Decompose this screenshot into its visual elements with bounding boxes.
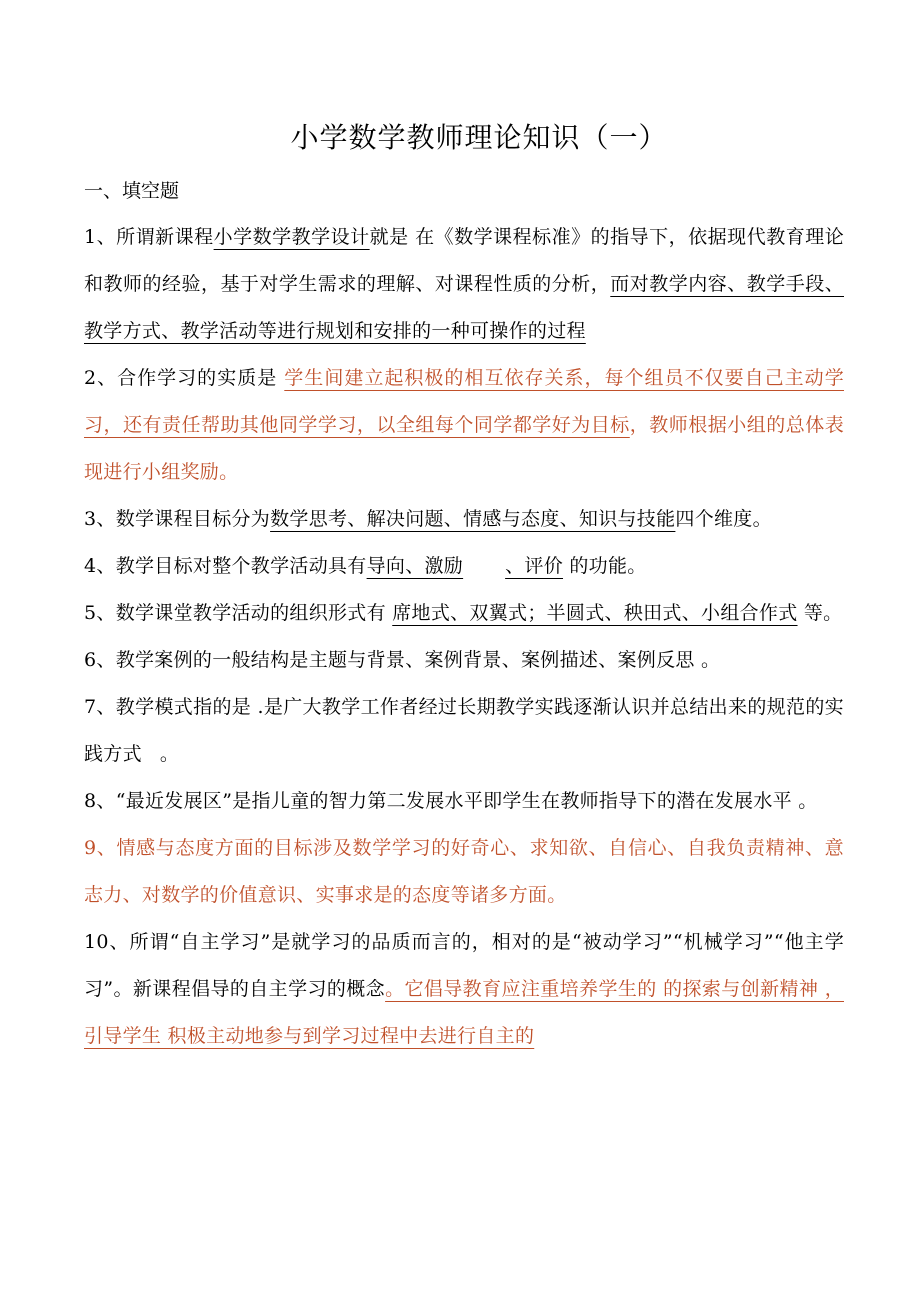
answer-underline: 席地式、双翼式；半圆式、秧田式、小组合作式 (392, 602, 798, 624)
question-3: 3、数学课程目标分为数学思考、解决问题、情感与态度、知识与技能四个维度。 (84, 508, 772, 530)
question-1: 1、所谓新课程小学数学教学设计就是 在《数学课程标准》的指导下，依据现代教育理论和教师的经验，基于对学生需求的理解、对课程性质的分析，而对教学内容、教学手段、教学方式、教学活动等进行规划和安排的一种可操作的过程 (84, 226, 844, 342)
answer-red-underline: 学生间建立起积极的相互依存关系，每个组员不仅要自己主动学习，还有责任帮助其他同学学习，以全组每个同学都学好为目标 (84, 367, 844, 436)
document-page (84, 110, 844, 1060)
section-heading: 一、填空题 (84, 180, 180, 202)
answer-underline: 导向、激励 、评价 (366, 555, 564, 577)
answer-red-underline: 。它倡导教育应注重培养学生的 的探索与创新精神 ，引导学生 积极主动地参与到学习过程中去进行自主的 (84, 978, 844, 1047)
answer-underline: 小学数学教学设计 (213, 226, 370, 248)
answer-underline: 而对教学内容、教学手段、教学方式、教学活动等进行规划和安排的一种可操作的过程 (84, 273, 844, 342)
question-6: 6、教学案例的一般结构是主题与背景、案例背景、案例描述、案例反思 。 (84, 649, 721, 671)
question-2: 2、合作学习的实质是 学生间建立起积极的相互依存关系，每个组员不仅要自己主动学习，还有责任帮助其他同学学习，以全组每个同学都学好为目标，教师根据小组的总体表现进行小组奖励。 (84, 367, 844, 483)
answer-underline: 数学思考、解决问题、情感与态度、知识与技能 (270, 508, 676, 530)
question-5: 5、数学课堂教学活动的组织形式有 席地式、双翼式；半圆式、秧田式、小组合作式 等。 (84, 602, 843, 624)
question-10: 10、所谓“自主学习”是就学习的品质而言的，相对的是“被动学习”“机械学习”“他主学习”。新课程倡导的自主学习的概念。它倡导教育应注重培养学生的 的探索与创新精神 ，引导学生 积极主动地参与到学习过程中去进行自主的 (84, 931, 844, 1047)
question-8: 8、“最近发展区”是指儿童的智力第二发展水平即学生在教师指导下的潜在发展水平 。 (84, 790, 818, 812)
question-7: 7、教学模式指的是 .是广大教学工作者经过长期教学实践逐渐认识并总结出来的规范的实践方式 。 (84, 696, 844, 765)
page-title: 小学数学教师理论知识（一） (290, 121, 668, 154)
question-9: 9、情感与态度方面的目标涉及数学学习的好奇心、求知欲、自信心、自我负责精神、意志力、对数学的价值意识、实事求是的态度等诸多方面。 (84, 837, 844, 906)
question-4: 4、教学目标对整个教学活动具有导向、激励 、评价 的功能。 (84, 555, 647, 577)
